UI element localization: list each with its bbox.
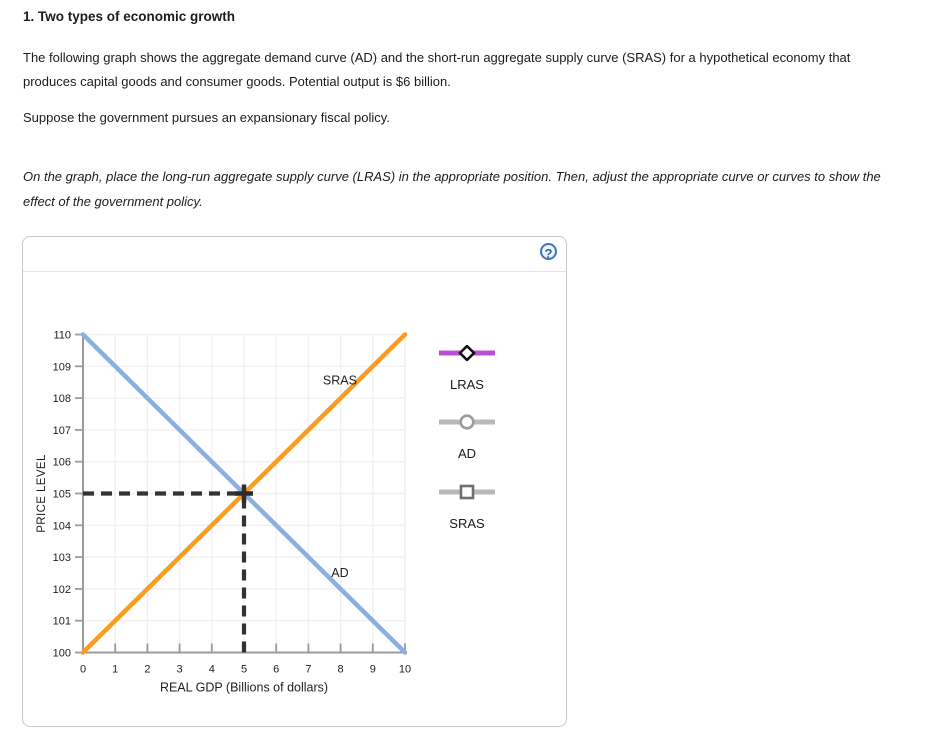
lras-drag-handle-icon: [439, 345, 495, 361]
instruction-line2: effect of the government policy.: [23, 194, 203, 209]
x-tick-label: 0: [79, 663, 87, 676]
palette-label-sras: SRAS: [449, 516, 485, 531]
ad-drag-handle-icon: [439, 414, 495, 430]
graph-panel: [22, 236, 567, 727]
scenario-paragraph: Suppose the government pursues an expansionary fiscal policy.: [23, 110, 390, 125]
ad-curve-label: AD: [331, 566, 349, 580]
x-tick-label: 6: [273, 663, 280, 676]
x-tick-label: 1: [112, 663, 119, 676]
palette-label-ad: AD: [457, 446, 477, 461]
y-tick-label: 102: [52, 583, 71, 596]
x-tick-label: 9: [369, 663, 376, 676]
help-button[interactable]: ?: [540, 243, 557, 260]
y-tick-label: 103: [52, 552, 71, 565]
y-tick-label: 100: [52, 647, 71, 660]
x-tick-label: 5: [240, 663, 248, 676]
x-tick-label: 10: [398, 663, 412, 676]
instruction-line1: On the graph, place the long-run aggregate supply curve (LRAS) in the appropriate position. Then, adjust the appropriate curve or curves to show the: [23, 169, 881, 184]
y-tick-label: 106: [52, 456, 71, 469]
x-tick-label: 4: [208, 663, 215, 676]
question-title: 1. Two types of economic growth: [23, 9, 236, 24]
y-tick-label: 109: [52, 361, 71, 374]
y-axis-title: PRICE LEVEL: [36, 454, 48, 533]
graph-panel-header: [23, 237, 566, 272]
palette-item-lras[interactable]: [417, 345, 517, 392]
y-tick-label: 101: [52, 615, 71, 628]
y-tick-label: 107: [52, 424, 71, 437]
x-tick-label: 3: [176, 663, 183, 676]
y-tick-label: 105: [52, 488, 71, 501]
palette-item-sras[interactable]: [417, 484, 517, 531]
sras-curve-label: SRAS: [322, 373, 357, 388]
intro-paragraph-line1: The following graph shows the aggregate demand curve (AD) and the short-run aggregate supply curve (SRAS) for a hypothetical economy that: [23, 50, 851, 65]
palette-label-lras: LRAS: [450, 377, 484, 392]
y-tick-label: 104: [52, 520, 71, 533]
palette-item-ad[interactable]: [417, 414, 517, 461]
sras-drag-handle-icon: [439, 484, 495, 500]
x-tick-label: 8: [337, 663, 344, 676]
x-axis-title: REAL GDP (Billions of dollars): [159, 680, 329, 695]
x-tick-label: 2: [144, 663, 151, 676]
y-tick-label: 110: [53, 329, 71, 342]
intro-paragraph-line2: produces capital goods and consumer goods. Potential output is $6 billion.: [23, 74, 451, 89]
y-tick-label: 108: [52, 393, 71, 406]
x-tick-label: 7: [305, 663, 312, 676]
